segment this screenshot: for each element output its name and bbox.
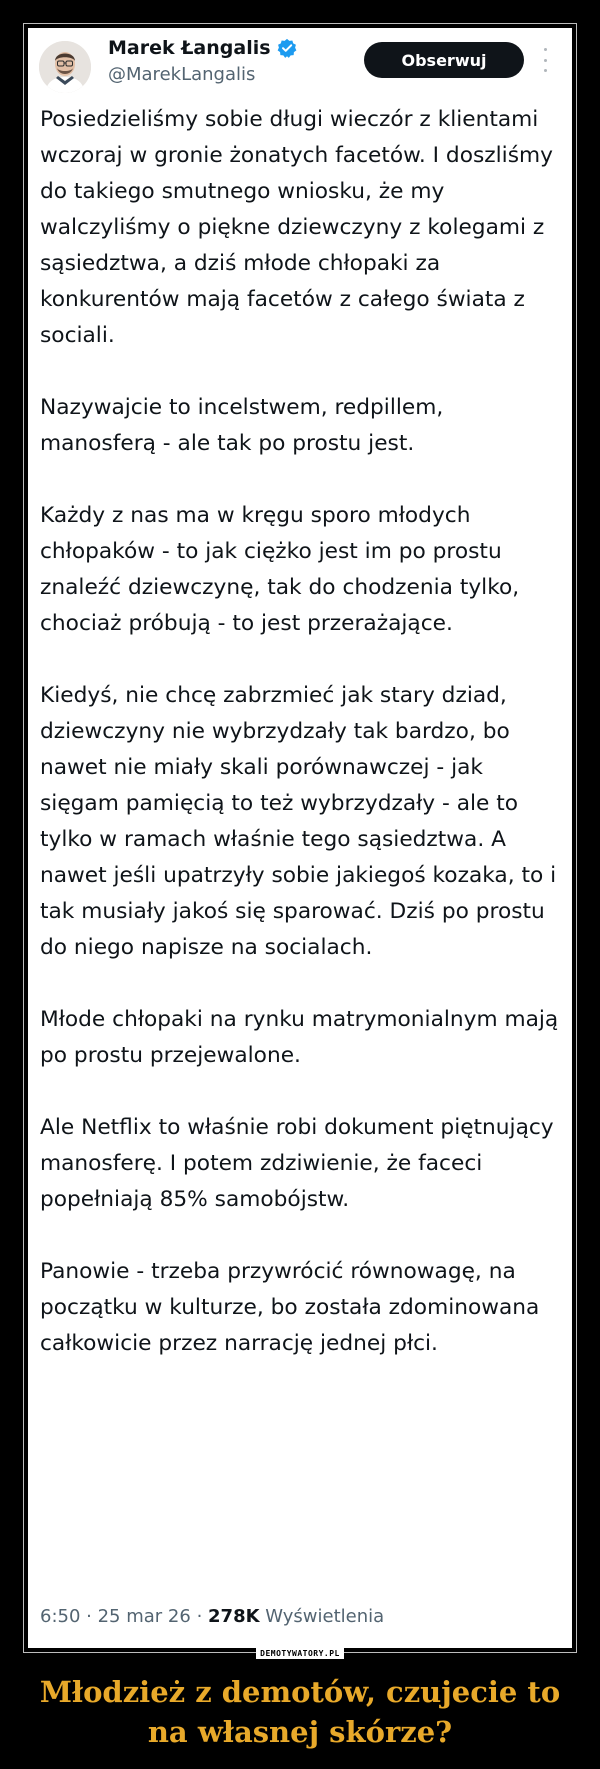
meta-separator: · [196, 1606, 209, 1627]
avatar[interactable] [39, 41, 91, 93]
caption-line: na własnej skórze? [147, 1715, 453, 1749]
follow-button[interactable]: Obserwuj [364, 42, 524, 78]
author-name-text: Marek Łangalis [108, 37, 271, 59]
author-handle[interactable]: @MarekLangalis [108, 64, 256, 85]
tweet-paragraph: Nazywajcie to incelstwem, redpillem, manosferą - ale tak po prostu jest. [40, 395, 444, 456]
verified-badge-icon [277, 38, 297, 58]
tweet-paragraph: Panowie - trzeba przywrócić równowagę, na początku w kulturze, bo została zdominowana całkowicie przez narrację jednej płci. [40, 1259, 540, 1356]
tweet-paragraph: Kiedyś, nie chcę zabrzmieć jak stary dziad, dziewczyny nie wybrzydzały tak bardzo, bo nawet nie miały skali porównawczej - jak sięgam pamięcią to też wybrzydzały - ale to tylko w ramach właśnie tego sąsiedztwa. A nawet jeśli upatrzyły sobie jakiegoś kozaka, to i tak musiały jakoś się sparować. Dziś po prostu do niego napisze na socialach. [40, 683, 557, 960]
tweet-paragraph: Posiedzieliśmy sobie długi wieczór z klientami wczoraj w gronie żonatych facetów. I doszliśmy do takiego smutnego wniosku, że my walczyliśmy o piękne dziewczyny z kolegami z sąsiedztwa, a dziś młode chłopaki za konkurentów mają facetów z całego świata z sociali. [40, 107, 553, 348]
more-options-icon[interactable] [540, 46, 550, 74]
author-name[interactable] [108, 37, 297, 59]
tweet-text [40, 102, 562, 1362]
tweet-meta [40, 1606, 384, 1627]
tweet-paragraph: Młode chłopaki na rynku matrymonialnym mają po prostu przejewalone. [40, 1007, 559, 1068]
post-date[interactable]: 25 mar 26 [97, 1606, 191, 1627]
post-time[interactable]: 6:50 [40, 1606, 81, 1627]
tweet-paragraph: Każdy z nas ma w kręgu sporo młodych chłopaków - to jak ciężko jest im po prostu znaleźć dziewczynę, tak do chodzenia tylko, chociaż próbują - to jest przerażające. [40, 503, 520, 636]
tweet-paragraph: Ale Netflix to właśnie robi dokument piętnujący manosferę. I potem zdziwienie, że faceci popełniają 85% samobójstw. [40, 1115, 554, 1212]
watermark [0, 1641, 600, 1660]
tweet-card [28, 28, 572, 1648]
views-label: Wyświetlenia [265, 1606, 385, 1627]
views-count: 278K [208, 1606, 260, 1627]
demotivator-caption [0, 1672, 600, 1752]
caption-line: Młodzież z demotów, czujecie to [39, 1675, 561, 1709]
watermark-text: DEMOTYWATORY.PL [256, 1648, 344, 1659]
meta-separator: · [86, 1606, 98, 1627]
